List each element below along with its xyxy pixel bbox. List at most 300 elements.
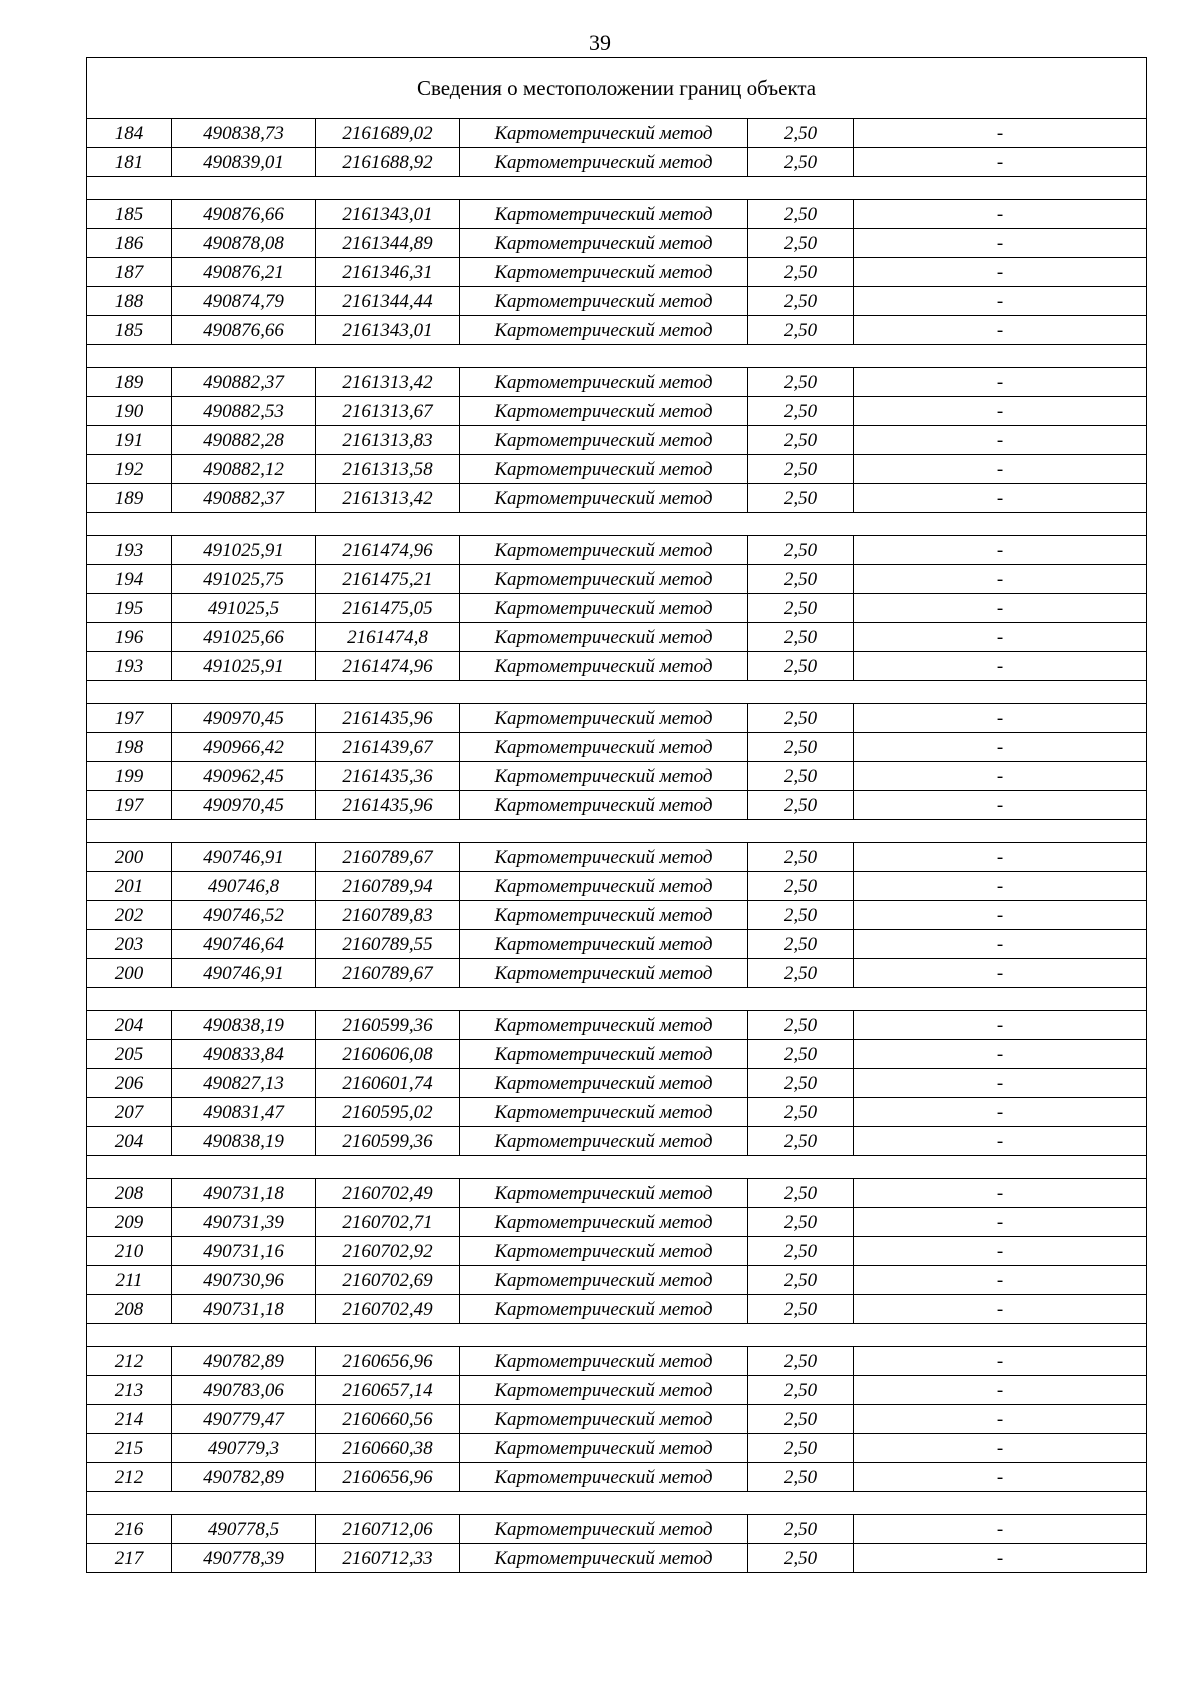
- note-cell: -: [854, 484, 1147, 513]
- method-cell: Картометрический метод: [460, 426, 748, 455]
- y-coordinate-cell: 2161474,96: [316, 536, 460, 565]
- note-cell: -: [854, 368, 1147, 397]
- method-cell: Картометрический метод: [460, 119, 748, 148]
- method-cell: Картометрический метод: [460, 652, 748, 681]
- table-row: [87, 484, 1147, 513]
- x-coordinate-cell: 490970,45: [172, 791, 316, 820]
- note-cell: -: [854, 1011, 1147, 1040]
- point-number-cell: 200: [87, 959, 172, 988]
- method-cell: Картометрический метод: [460, 1376, 748, 1405]
- precision-cell: 2,50: [748, 1376, 854, 1405]
- y-coordinate-cell: 2160660,38: [316, 1434, 460, 1463]
- method-cell: Картометрический метод: [460, 704, 748, 733]
- x-coordinate-cell: 490839,01: [172, 148, 316, 177]
- y-coordinate-cell: 2160599,36: [316, 1127, 460, 1156]
- separator-cell: [87, 1492, 1147, 1515]
- note-cell: -: [854, 762, 1147, 791]
- precision-cell: 2,50: [748, 901, 854, 930]
- method-cell: Картометрический метод: [460, 1127, 748, 1156]
- note-cell: -: [854, 258, 1147, 287]
- table-row: [87, 1237, 1147, 1266]
- x-coordinate-cell: 490779,3: [172, 1434, 316, 1463]
- note-cell: -: [854, 1127, 1147, 1156]
- precision-cell: 2,50: [748, 704, 854, 733]
- precision-cell: 2,50: [748, 1127, 854, 1156]
- precision-cell: 2,50: [748, 1515, 854, 1544]
- x-coordinate-cell: 490730,96: [172, 1266, 316, 1295]
- method-cell: Картометрический метод: [460, 959, 748, 988]
- precision-cell: 2,50: [748, 1208, 854, 1237]
- x-coordinate-cell: 490962,45: [172, 762, 316, 791]
- y-coordinate-cell: 2161313,42: [316, 368, 460, 397]
- precision-cell: 2,50: [748, 872, 854, 901]
- y-coordinate-cell: 2160789,83: [316, 901, 460, 930]
- point-number-cell: 208: [87, 1295, 172, 1324]
- x-coordinate-cell: 490782,89: [172, 1463, 316, 1492]
- table-row: [87, 594, 1147, 623]
- table-row: [87, 901, 1147, 930]
- point-number-cell: 193: [87, 536, 172, 565]
- point-number-cell: 206: [87, 1069, 172, 1098]
- precision-cell: 2,50: [748, 455, 854, 484]
- y-coordinate-cell: 2161313,67: [316, 397, 460, 426]
- point-number-cell: 214: [87, 1405, 172, 1434]
- precision-cell: 2,50: [748, 1295, 854, 1324]
- note-cell: -: [854, 959, 1147, 988]
- table-row: [87, 1515, 1147, 1544]
- table-row: [87, 733, 1147, 762]
- point-number-cell: 207: [87, 1098, 172, 1127]
- method-cell: Картометрический метод: [460, 258, 748, 287]
- point-number-cell: 211: [87, 1266, 172, 1295]
- y-coordinate-cell: 2160656,96: [316, 1463, 460, 1492]
- x-coordinate-cell: 490731,18: [172, 1295, 316, 1324]
- precision-cell: 2,50: [748, 1069, 854, 1098]
- x-coordinate-cell: 490882,12: [172, 455, 316, 484]
- table-row: [87, 1208, 1147, 1237]
- note-cell: -: [854, 426, 1147, 455]
- point-number-cell: 209: [87, 1208, 172, 1237]
- precision-cell: 2,50: [748, 733, 854, 762]
- point-number-cell: 190: [87, 397, 172, 426]
- x-coordinate-cell: 490833,84: [172, 1040, 316, 1069]
- separator-cell: [87, 513, 1147, 536]
- point-number-cell: 198: [87, 733, 172, 762]
- table-row: [87, 148, 1147, 177]
- table-row: [87, 1463, 1147, 1492]
- boundary-coordinates-table: [86, 57, 1147, 1573]
- table-row: [87, 872, 1147, 901]
- table-row: [87, 1434, 1147, 1463]
- note-cell: -: [854, 733, 1147, 762]
- y-coordinate-cell: 2160599,36: [316, 1011, 460, 1040]
- y-coordinate-cell: 2160657,14: [316, 1376, 460, 1405]
- table-row: [87, 565, 1147, 594]
- x-coordinate-cell: 490731,39: [172, 1208, 316, 1237]
- precision-cell: 2,50: [748, 959, 854, 988]
- point-number-cell: 192: [87, 455, 172, 484]
- method-cell: Картометрический метод: [460, 1208, 748, 1237]
- method-cell: Картометрический метод: [460, 1515, 748, 1544]
- separator-cell: [87, 1156, 1147, 1179]
- note-cell: -: [854, 1208, 1147, 1237]
- y-coordinate-cell: 2160789,55: [316, 930, 460, 959]
- y-coordinate-cell: 2160702,49: [316, 1179, 460, 1208]
- point-number-cell: 195: [87, 594, 172, 623]
- note-cell: -: [854, 930, 1147, 959]
- precision-cell: 2,50: [748, 536, 854, 565]
- method-cell: Картометрический метод: [460, 287, 748, 316]
- x-coordinate-cell: 490827,13: [172, 1069, 316, 1098]
- method-cell: Картометрический метод: [460, 455, 748, 484]
- y-coordinate-cell: 2161474,8: [316, 623, 460, 652]
- group-separator-row: [87, 820, 1147, 843]
- precision-cell: 2,50: [748, 258, 854, 287]
- x-coordinate-cell: 490874,79: [172, 287, 316, 316]
- y-coordinate-cell: 2161435,96: [316, 704, 460, 733]
- group-separator-row: [87, 1156, 1147, 1179]
- x-coordinate-cell: 490882,37: [172, 484, 316, 513]
- precision-cell: 2,50: [748, 623, 854, 652]
- precision-cell: 2,50: [748, 1405, 854, 1434]
- table-row: [87, 1347, 1147, 1376]
- x-coordinate-cell: 490876,21: [172, 258, 316, 287]
- note-cell: -: [854, 565, 1147, 594]
- precision-cell: 2,50: [748, 1011, 854, 1040]
- note-cell: -: [854, 1515, 1147, 1544]
- point-number-cell: 204: [87, 1127, 172, 1156]
- separator-cell: [87, 345, 1147, 368]
- group-separator-row: [87, 177, 1147, 200]
- x-coordinate-cell: 490882,37: [172, 368, 316, 397]
- note-cell: -: [854, 1376, 1147, 1405]
- precision-cell: 2,50: [748, 484, 854, 513]
- table-row: [87, 1040, 1147, 1069]
- point-number-cell: 202: [87, 901, 172, 930]
- table-row: [87, 397, 1147, 426]
- table-row: [87, 1098, 1147, 1127]
- precision-cell: 2,50: [748, 200, 854, 229]
- point-number-cell: 197: [87, 791, 172, 820]
- note-cell: -: [854, 791, 1147, 820]
- note-cell: -: [854, 1347, 1147, 1376]
- point-number-cell: 197: [87, 704, 172, 733]
- table-title: Сведения о местоположении границ объекта: [87, 58, 1147, 119]
- table-header-row: [87, 58, 1147, 119]
- method-cell: Картометрический метод: [460, 1011, 748, 1040]
- y-coordinate-cell: 2161435,96: [316, 791, 460, 820]
- y-coordinate-cell: 2160712,06: [316, 1515, 460, 1544]
- point-number-cell: 199: [87, 762, 172, 791]
- note-cell: -: [854, 536, 1147, 565]
- note-cell: -: [854, 843, 1147, 872]
- note-cell: -: [854, 287, 1147, 316]
- table-row: [87, 426, 1147, 455]
- method-cell: Картометрический метод: [460, 1266, 748, 1295]
- x-coordinate-cell: 490876,66: [172, 200, 316, 229]
- method-cell: Картометрический метод: [460, 594, 748, 623]
- method-cell: Картометрический метод: [460, 1463, 748, 1492]
- y-coordinate-cell: 2161313,83: [316, 426, 460, 455]
- method-cell: Картометрический метод: [460, 733, 748, 762]
- method-cell: Картометрический метод: [460, 623, 748, 652]
- method-cell: Картометрический метод: [460, 1544, 748, 1573]
- precision-cell: 2,50: [748, 1179, 854, 1208]
- table-row: [87, 536, 1147, 565]
- x-coordinate-cell: 490783,06: [172, 1376, 316, 1405]
- point-number-cell: 212: [87, 1347, 172, 1376]
- precision-cell: 2,50: [748, 762, 854, 791]
- x-coordinate-cell: 490838,19: [172, 1127, 316, 1156]
- group-separator-row: [87, 345, 1147, 368]
- precision-cell: 2,50: [748, 1347, 854, 1376]
- point-number-cell: 215: [87, 1434, 172, 1463]
- note-cell: -: [854, 1434, 1147, 1463]
- note-cell: -: [854, 1040, 1147, 1069]
- point-number-cell: 205: [87, 1040, 172, 1069]
- table-row: [87, 1011, 1147, 1040]
- method-cell: Картометрический метод: [460, 762, 748, 791]
- method-cell: Картометрический метод: [460, 1098, 748, 1127]
- table-row: [87, 623, 1147, 652]
- point-number-cell: 181: [87, 148, 172, 177]
- method-cell: Картометрический метод: [460, 930, 748, 959]
- method-cell: Картометрический метод: [460, 368, 748, 397]
- x-coordinate-cell: 491025,75: [172, 565, 316, 594]
- precision-cell: 2,50: [748, 397, 854, 426]
- point-number-cell: 203: [87, 930, 172, 959]
- y-coordinate-cell: 2161313,42: [316, 484, 460, 513]
- point-number-cell: 187: [87, 258, 172, 287]
- table-row: [87, 843, 1147, 872]
- method-cell: Картометрический метод: [460, 229, 748, 258]
- x-coordinate-cell: 490878,08: [172, 229, 316, 258]
- x-coordinate-cell: 490746,91: [172, 959, 316, 988]
- point-number-cell: 212: [87, 1463, 172, 1492]
- y-coordinate-cell: 2160789,67: [316, 843, 460, 872]
- method-cell: Картометрический метод: [460, 1040, 748, 1069]
- precision-cell: 2,50: [748, 1098, 854, 1127]
- x-coordinate-cell: 490746,8: [172, 872, 316, 901]
- y-coordinate-cell: 2160702,71: [316, 1208, 460, 1237]
- point-number-cell: 189: [87, 368, 172, 397]
- note-cell: -: [854, 455, 1147, 484]
- point-number-cell: 210: [87, 1237, 172, 1266]
- table-row: [87, 287, 1147, 316]
- x-coordinate-cell: 490966,42: [172, 733, 316, 762]
- separator-cell: [87, 988, 1147, 1011]
- table-row: [87, 455, 1147, 484]
- y-coordinate-cell: 2161346,31: [316, 258, 460, 287]
- group-separator-row: [87, 1324, 1147, 1347]
- y-coordinate-cell: 2161475,05: [316, 594, 460, 623]
- note-cell: -: [854, 148, 1147, 177]
- precision-cell: 2,50: [748, 287, 854, 316]
- precision-cell: 2,50: [748, 565, 854, 594]
- point-number-cell: 217: [87, 1544, 172, 1573]
- precision-cell: 2,50: [748, 148, 854, 177]
- x-coordinate-cell: 491025,91: [172, 536, 316, 565]
- x-coordinate-cell: 490782,89: [172, 1347, 316, 1376]
- note-cell: -: [854, 704, 1147, 733]
- point-number-cell: 196: [87, 623, 172, 652]
- note-cell: -: [854, 1266, 1147, 1295]
- precision-cell: 2,50: [748, 652, 854, 681]
- table-row: [87, 1544, 1147, 1573]
- x-coordinate-cell: 490746,64: [172, 930, 316, 959]
- note-cell: -: [854, 397, 1147, 426]
- x-coordinate-cell: 491025,91: [172, 652, 316, 681]
- table-row: [87, 762, 1147, 791]
- y-coordinate-cell: 2161475,21: [316, 565, 460, 594]
- point-number-cell: 194: [87, 565, 172, 594]
- precision-cell: 2,50: [748, 426, 854, 455]
- x-coordinate-cell: 490838,73: [172, 119, 316, 148]
- table-row: [87, 959, 1147, 988]
- y-coordinate-cell: 2160702,69: [316, 1266, 460, 1295]
- point-number-cell: 213: [87, 1376, 172, 1405]
- method-cell: Картометрический метод: [460, 1405, 748, 1434]
- table-body: [87, 58, 1147, 1573]
- note-cell: -: [854, 872, 1147, 901]
- group-separator-row: [87, 513, 1147, 536]
- x-coordinate-cell: 490731,16: [172, 1237, 316, 1266]
- precision-cell: 2,50: [748, 594, 854, 623]
- x-coordinate-cell: 490831,47: [172, 1098, 316, 1127]
- x-coordinate-cell: 490876,66: [172, 316, 316, 345]
- note-cell: -: [854, 1237, 1147, 1266]
- precision-cell: 2,50: [748, 1434, 854, 1463]
- method-cell: Картометрический метод: [460, 397, 748, 426]
- separator-cell: [87, 681, 1147, 704]
- precision-cell: 2,50: [748, 1237, 854, 1266]
- y-coordinate-cell: 2161343,01: [316, 200, 460, 229]
- precision-cell: 2,50: [748, 119, 854, 148]
- note-cell: -: [854, 623, 1147, 652]
- point-number-cell: 208: [87, 1179, 172, 1208]
- note-cell: -: [854, 1179, 1147, 1208]
- table-row: [87, 1376, 1147, 1405]
- table-row: [87, 1127, 1147, 1156]
- method-cell: Картометрический метод: [460, 1069, 748, 1098]
- precision-cell: 2,50: [748, 843, 854, 872]
- table-row: [87, 1295, 1147, 1324]
- x-coordinate-cell: 490746,91: [172, 843, 316, 872]
- method-cell: Картометрический метод: [460, 1179, 748, 1208]
- precision-cell: 2,50: [748, 1463, 854, 1492]
- table-row: [87, 316, 1147, 345]
- x-coordinate-cell: 490778,5: [172, 1515, 316, 1544]
- y-coordinate-cell: 2160702,49: [316, 1295, 460, 1324]
- method-cell: Картометрический метод: [460, 200, 748, 229]
- table-row: [87, 652, 1147, 681]
- table-row: [87, 368, 1147, 397]
- x-coordinate-cell: 490882,53: [172, 397, 316, 426]
- table-row: [87, 1179, 1147, 1208]
- x-coordinate-cell: 490779,47: [172, 1405, 316, 1434]
- page-number: 39: [589, 30, 611, 55]
- method-cell: Картометрический метод: [460, 1347, 748, 1376]
- table-row: [87, 200, 1147, 229]
- note-cell: -: [854, 1069, 1147, 1098]
- y-coordinate-cell: 2160606,08: [316, 1040, 460, 1069]
- x-coordinate-cell: 490882,28: [172, 426, 316, 455]
- precision-cell: 2,50: [748, 316, 854, 345]
- precision-cell: 2,50: [748, 368, 854, 397]
- y-coordinate-cell: 2161313,58: [316, 455, 460, 484]
- table-row: [87, 1405, 1147, 1434]
- method-cell: Картометрический метод: [460, 536, 748, 565]
- x-coordinate-cell: 490731,18: [172, 1179, 316, 1208]
- point-number-cell: 185: [87, 200, 172, 229]
- group-separator-row: [87, 988, 1147, 1011]
- table-row: [87, 791, 1147, 820]
- point-number-cell: 216: [87, 1515, 172, 1544]
- note-cell: -: [854, 594, 1147, 623]
- note-cell: -: [854, 1295, 1147, 1324]
- table-row: [87, 229, 1147, 258]
- y-coordinate-cell: 2160601,74: [316, 1069, 460, 1098]
- method-cell: Картометрический метод: [460, 1434, 748, 1463]
- method-cell: Картометрический метод: [460, 484, 748, 513]
- point-number-cell: 186: [87, 229, 172, 258]
- x-coordinate-cell: 490778,39: [172, 1544, 316, 1573]
- table-row: [87, 704, 1147, 733]
- x-coordinate-cell: 490746,52: [172, 901, 316, 930]
- note-cell: -: [854, 229, 1147, 258]
- method-cell: Картометрический метод: [460, 901, 748, 930]
- point-number-cell: 184: [87, 119, 172, 148]
- method-cell: Картометрический метод: [460, 843, 748, 872]
- y-coordinate-cell: 2161435,36: [316, 762, 460, 791]
- point-number-cell: 201: [87, 872, 172, 901]
- x-coordinate-cell: 490970,45: [172, 704, 316, 733]
- y-coordinate-cell: 2161343,01: [316, 316, 460, 345]
- point-number-cell: 185: [87, 316, 172, 345]
- note-cell: -: [854, 901, 1147, 930]
- x-coordinate-cell: 490838,19: [172, 1011, 316, 1040]
- point-number-cell: 189: [87, 484, 172, 513]
- table-row: [87, 1069, 1147, 1098]
- method-cell: Картометрический метод: [460, 872, 748, 901]
- precision-cell: 2,50: [748, 791, 854, 820]
- separator-cell: [87, 820, 1147, 843]
- note-cell: -: [854, 1405, 1147, 1434]
- note-cell: -: [854, 652, 1147, 681]
- table-row: [87, 1266, 1147, 1295]
- precision-cell: 2,50: [748, 229, 854, 258]
- precision-cell: 2,50: [748, 1544, 854, 1573]
- y-coordinate-cell: 2160789,67: [316, 959, 460, 988]
- y-coordinate-cell: 2161688,92: [316, 148, 460, 177]
- y-coordinate-cell: 2160789,94: [316, 872, 460, 901]
- point-number-cell: 204: [87, 1011, 172, 1040]
- precision-cell: 2,50: [748, 1266, 854, 1295]
- note-cell: -: [854, 316, 1147, 345]
- method-cell: Картометрический метод: [460, 791, 748, 820]
- separator-cell: [87, 177, 1147, 200]
- precision-cell: 2,50: [748, 1040, 854, 1069]
- y-coordinate-cell: 2161689,02: [316, 119, 460, 148]
- method-cell: Картометрический метод: [460, 148, 748, 177]
- x-coordinate-cell: 491025,66: [172, 623, 316, 652]
- note-cell: -: [854, 1544, 1147, 1573]
- note-cell: -: [854, 1463, 1147, 1492]
- y-coordinate-cell: 2160712,33: [316, 1544, 460, 1573]
- y-coordinate-cell: 2161439,67: [316, 733, 460, 762]
- method-cell: Картометрический метод: [460, 565, 748, 594]
- group-separator-row: [87, 1492, 1147, 1515]
